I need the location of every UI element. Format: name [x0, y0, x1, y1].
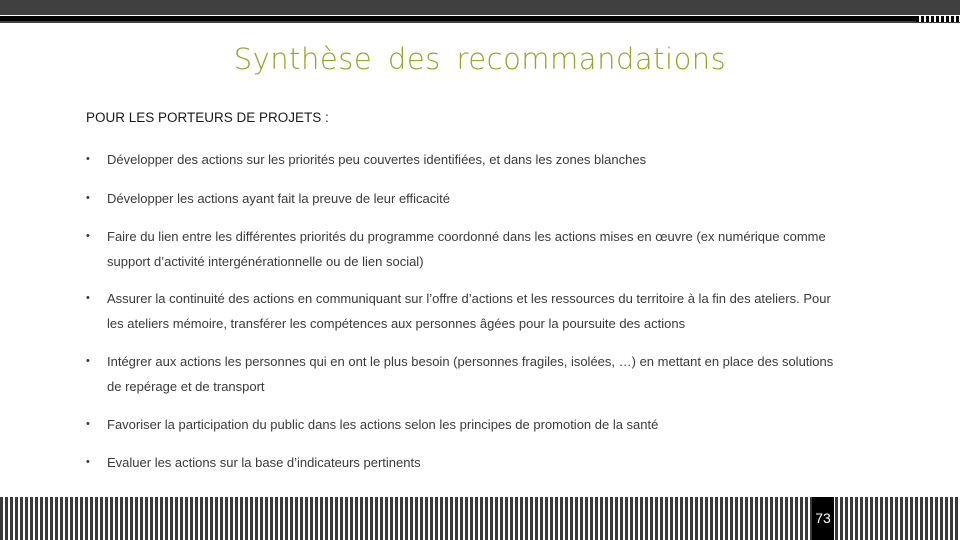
- top-rule: [0, 16, 960, 23]
- list-item: [86, 224, 846, 274]
- list-item-text: Développer des actions sur les priorités peu couvertes identifiées, et dans les zones blanches: [107, 152, 647, 167]
- bullet-icon: •: [86, 153, 90, 165]
- list-item-text: Développer les actions ayant fait la preuve de leur efficacité: [107, 191, 451, 206]
- section-heading: POUR LES PORTEURS DE PROJETS :: [86, 110, 329, 125]
- bullet-icon: •: [86, 355, 90, 367]
- page-number: 73: [812, 497, 834, 540]
- bullet-icon: •: [86, 292, 90, 304]
- bullet-icon: •: [86, 230, 90, 242]
- list-item-text: Evaluer les actions sur la base d’indicateurs pertinents: [107, 455, 421, 470]
- list-item-text: Faire du lien entre les différentes priorités du programme coordonné dans les actions mises en œuvre (ex numérique comme support d’activité intergénérationnelle ou de lien social): [107, 229, 826, 269]
- top-right-stripes: [916, 16, 960, 22]
- bullet-icon: •: [86, 456, 90, 468]
- list-item-text: Intégrer aux actions les personnes qui en ont le plus besoin (personnes fragiles, isolées, …) en mettant en place des solutions de repérage et de transport: [107, 354, 834, 394]
- list-item: [86, 286, 846, 336]
- bullet-icon: •: [86, 418, 90, 430]
- list-item: [86, 349, 846, 399]
- list-item: [86, 186, 846, 211]
- list-item-text: Favoriser la participation du public dans les actions selon les principes de promotion de la santé: [107, 417, 659, 432]
- slide-title: Synthèse des recommandations: [233, 42, 727, 76]
- bullet-icon: •: [86, 192, 90, 204]
- list-item: [86, 412, 846, 437]
- top-bar: [0, 0, 960, 15]
- list-item: [86, 147, 846, 172]
- list-item: [86, 450, 846, 475]
- list-item-text: Assurer la continuité des actions en communiquant sur l’offre d’actions et les ressources du territoire à la fin des ateliers. Pour les ateliers mémoire, transférer les compétences aux personnes âgées pour la poursuite des actions: [107, 291, 831, 331]
